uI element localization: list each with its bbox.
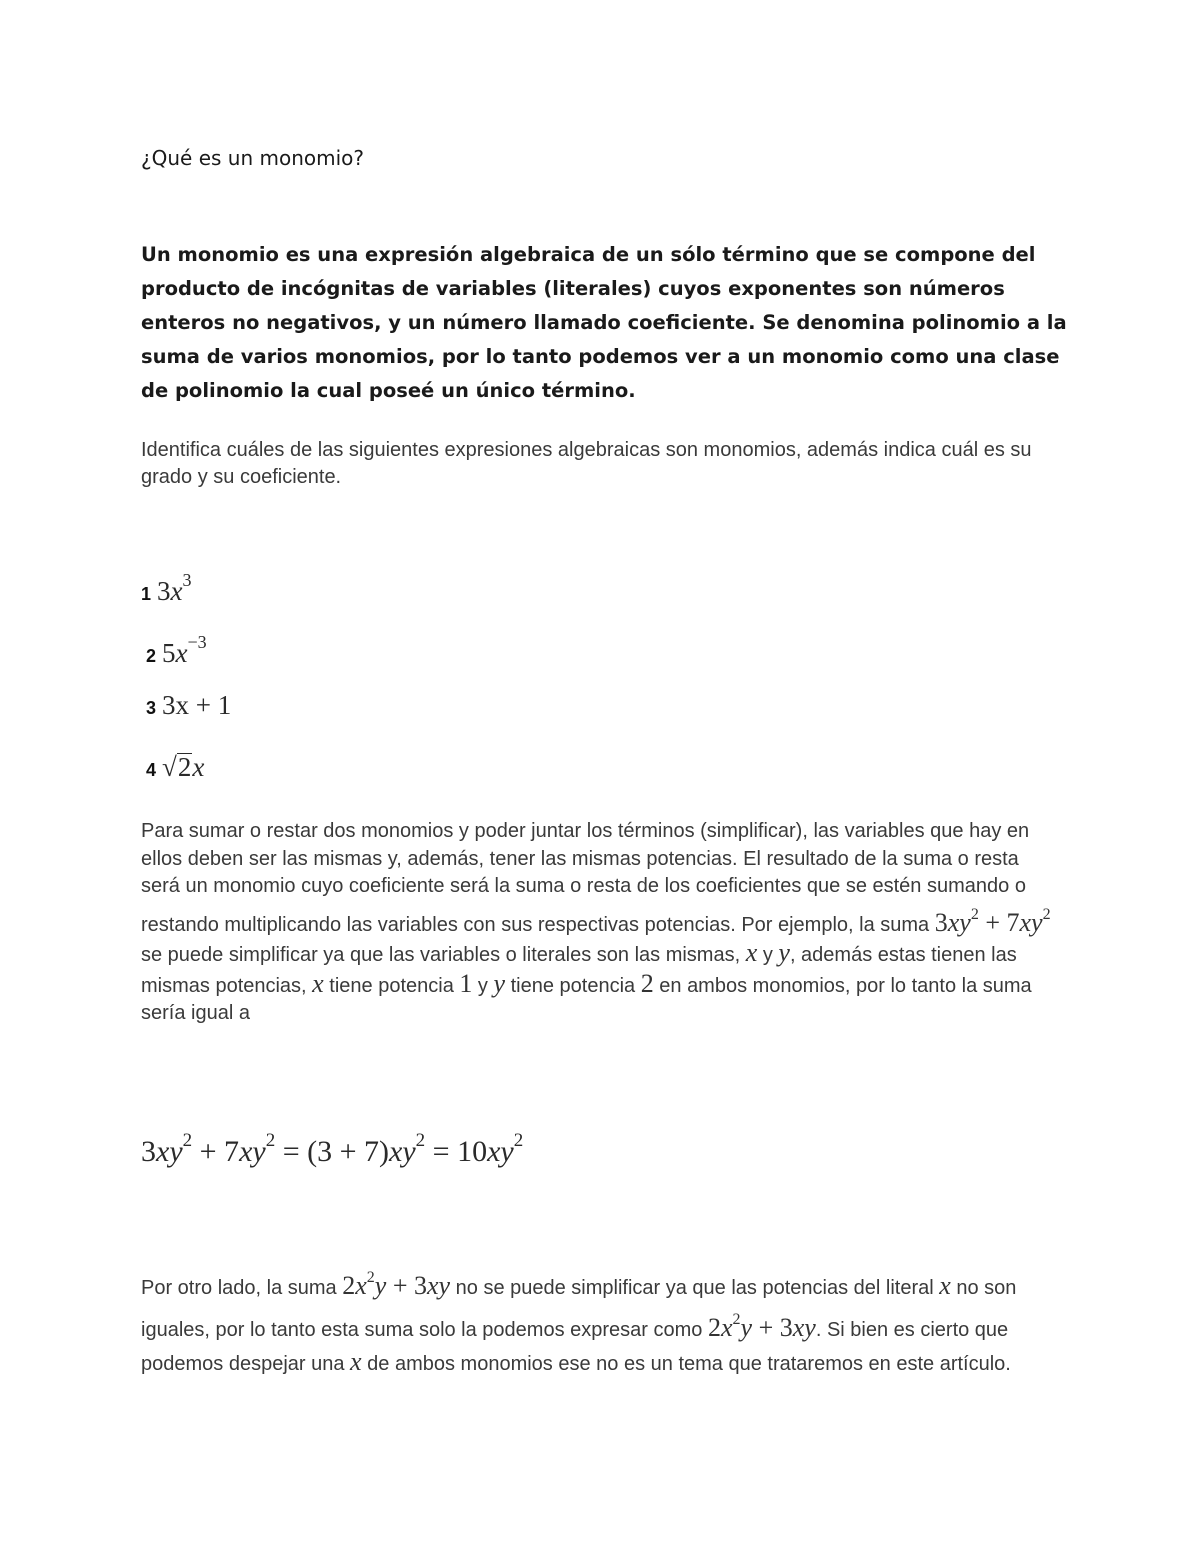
inline-math-sum: $2x^2y + 3xy$ (342, 1269, 451, 1300)
variable: x (170, 576, 183, 606)
text-span: de ambos monomios ese no es un tema que trataremos en este artículo. (361, 1353, 1011, 1375)
expression-item-1 (141, 570, 192, 607)
display-equation: $3xy^2 + 7xy^2 = (3 + 7)xy^2 = 10xy^2$ (141, 1130, 524, 1168)
text-span: , además estas tienen las mismas potencias, (141, 944, 1017, 997)
radicand: 2 (177, 752, 192, 782)
expression (157, 570, 192, 606)
inline-math-y: y (493, 968, 506, 998)
text-span: en ambos monomios, por lo tanto la suma sería igual a (141, 974, 1032, 1024)
text-span: tiene potencia (323, 974, 460, 997)
expression-item-4 (146, 752, 204, 783)
page-title: ¿Qué es un monomio? (141, 146, 365, 170)
inline-math-x: x (312, 968, 324, 998)
text-span: . Si bien es cierto que podemos despejar una (141, 1319, 1009, 1375)
inline-math-x: x (745, 938, 758, 967)
coefficient: 5 (162, 638, 176, 668)
variable: x (192, 752, 205, 782)
intro-paragraph: Un monomio es una expresión algebraica de un sólo término que se compone del producto de incógnitas de variables (literales) cuyos exponentes son números enteros no negativos, y un número llamado coeficiente. Se denomina polinomio a la suma de varios monomios, por lo tanto podemos ver a un monomio como una clase de polinomio la cual poseé un único término. (141, 243, 1067, 402)
text-span: no se puede simplificar ya que las potencias del literal (450, 1277, 940, 1299)
text-span: no son iguales, por lo tanto esta suma solo la podemos expresar como (141, 1277, 1017, 1341)
coefficient: 3 (157, 576, 171, 606)
text-span: Para sumar o restar dos monomios y poder juntar los términos (simplificar), las variables que hay en ellos deben ser las mismas y, además, tener las mismas potencias. El resultado de la suma o resta será un monomio cuyo coeficiente será la suma o resta de los coeficientes que se estén sumando o restando multiplicando las variables con sus respectivas potencias. Por ejemplo, la suma (141, 820, 1030, 936)
expression (162, 632, 207, 668)
inline-math-sum: $3xy^2 + 7xy^2$ (934, 905, 1051, 937)
inline-math-one: 1 (459, 968, 473, 998)
text-span: se puede simplificar ya que las variables o literales son las mismas, (141, 944, 746, 966)
item-number: 2 (146, 646, 157, 666)
item-number: 4 (146, 760, 157, 780)
item-number: 1 (141, 584, 152, 604)
exponent: −3 (187, 632, 207, 652)
inline-math-two: 2 (640, 968, 654, 998)
exponent: 3 (182, 570, 192, 590)
expression-item-2 (146, 632, 207, 669)
text-span: y (472, 974, 494, 997)
inline-math-x: x (350, 1347, 362, 1376)
text-span: Por otro lado, la suma (141, 1277, 343, 1299)
text-span: tiene potencia (505, 974, 641, 997)
sum-rule-paragraph (141, 818, 1061, 1028)
inline-math-x: x (939, 1271, 951, 1300)
expression: 3x + 1 (162, 690, 232, 720)
radical-sign: √ (162, 752, 177, 782)
inline-math-sum: $2x^2y + 3xy$ (707, 1311, 816, 1342)
expression (162, 752, 204, 782)
instruction-paragraph: Identifica cuáles de las siguientes expresiones algebraicas son monomios, además indica cuál es su grado y su coeficiente. (141, 439, 1032, 488)
non-simplifiable-paragraph (141, 1262, 1061, 1380)
text-span: y (757, 944, 779, 966)
expression-item-3 (146, 690, 231, 721)
item-number: 3 (146, 698, 157, 718)
variable: x (175, 638, 188, 668)
inline-math-y: y (778, 938, 790, 967)
